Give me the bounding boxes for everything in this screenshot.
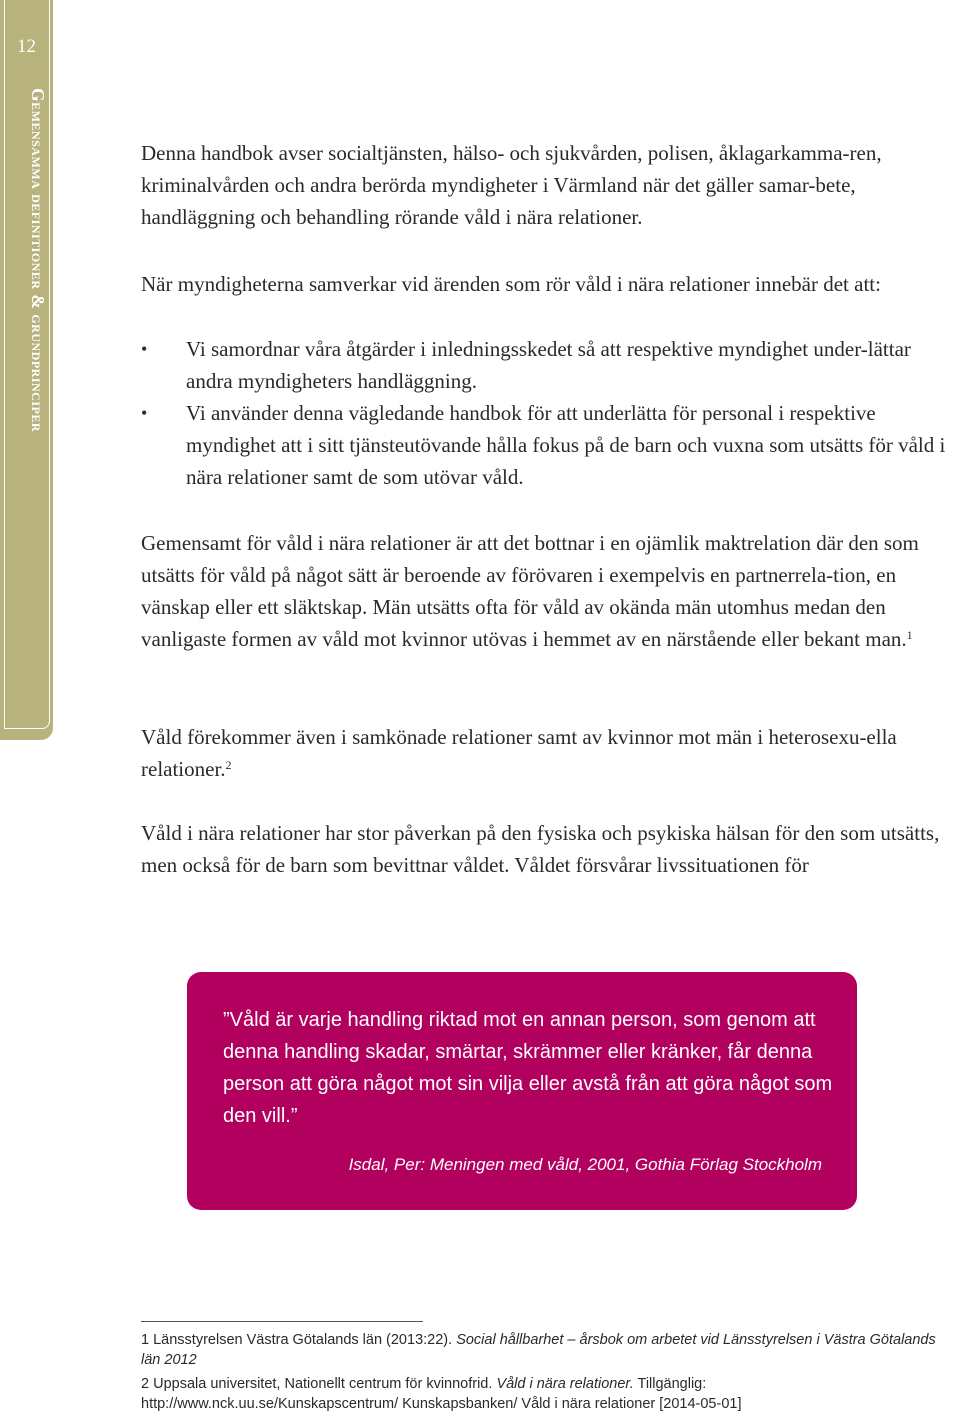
footnote-item <box>141 1374 959 1414</box>
section-sidebar-tab <box>0 0 53 740</box>
paragraph-body: Gemensamt för våld i nära relationer är att det bottnar i en ojämlik maktrelation där den som utsätts för våld på något sätt är beroende av förövaren i exempelvis en partnerrela-tion, en vänskap eller ett släktskap. Män utsätts ofta för våld av okända män utomhus medan den vanligaste formen av våld mot kvinnor utövas i hemmet av en närstående eller bekant man. <box>141 531 919 651</box>
list-item-text: Vi använder denna vägledande handbok för att underlätta för personal i respektive myndighet att i sitt tjänsteutövande hålla fokus på de barn och vuxna som utsätts för våld i nära relationer samt de som utövar våld. <box>186 401 946 489</box>
footnote-number: 2 <box>141 1376 150 1392</box>
power-relation-paragraph <box>141 527 959 655</box>
paragraph-text: När myndigheterna samverkar vid ärenden som rör våld i nära relationer innebär det att: <box>141 272 881 296</box>
health-impact-paragraph <box>141 817 959 881</box>
paragraph-body: Våld förekommer även i samkönade relationer samt av kvinnor mot män i heterosexu-ella relationer. <box>141 725 897 781</box>
footnote-plain: Uppsala universitet, Nationellt centrum för kvinnofrid. <box>153 1376 497 1392</box>
paragraph-text <box>141 721 959 785</box>
footnote-divider <box>141 1321 423 1322</box>
footnote-item <box>141 1330 959 1370</box>
paragraph-text <box>141 527 959 655</box>
list-item <box>141 333 959 397</box>
footnote-ref[interactable]: 1 <box>906 628 913 642</box>
footnotes <box>141 1330 959 1418</box>
same-sex-paragraph <box>141 721 959 785</box>
footnote-tail: Tillgänglig: http://www.nck.uu.se/Kunskapscentrum/ Kunskapsbanken/ Våld i nära relationer [2014-05-01] <box>141 1376 742 1412</box>
intro-paragraph <box>141 137 959 233</box>
section-title: Gemensamma definitioner & grundprinciper <box>28 88 48 432</box>
paragraph-text: Denna handbok avser socialtjänsten, hälso- och sjukvården, polisen, åklagarkamma-ren, kriminalvården och andra berörda myndigheter i Värmland när det gäller samar-bete, handläggning och behandling rörande våld i nära relationer. <box>141 141 882 229</box>
list-item <box>141 397 959 493</box>
page-number: 12 <box>17 36 36 57</box>
bullet-icon: • <box>141 403 148 423</box>
paragraph-text: Våld i nära relationer har stor påverkan på den fysiska och psykiska hälsan för den som utsätts, men också för de barn som bevittnar våldet. Våldet försvårar livssituationen för <box>141 821 940 877</box>
list-item-text: Vi samordnar våra åtgärder i inledningsskedet så att respektive myndighet under-lättar andra myndigheters handläggning. <box>186 337 911 393</box>
quote-text: ”Våld är varje handling riktad mot en annan person, som genom att denna handling skadar, smärtar, skrämmer eller kränker, får denna person att göra något mot sin vilja eller avstå från att göra något som den vill.” <box>223 1009 833 1127</box>
bullet-icon: • <box>141 339 148 359</box>
collaboration-paragraph <box>141 268 959 300</box>
footnote-title: Våld i nära relationer. <box>496 1376 634 1392</box>
bullet-list <box>141 333 959 493</box>
footnote-plain: Länsstyrelsen Västra Götalands län (2013:22). <box>153 1332 457 1348</box>
quote-source: Isdal, Per: Meningen med våld, 2001, Gothia Förlag Stockholm <box>348 1155 822 1174</box>
quote-box <box>187 972 857 1210</box>
footnote-title: Social hållbarhet – årsbok om arbetet vid Länsstyrelsen i Västra Götalands län 2012 <box>141 1332 936 1368</box>
footnote-number: 1 <box>141 1332 150 1348</box>
footnote-ref[interactable]: 2 <box>225 758 232 772</box>
